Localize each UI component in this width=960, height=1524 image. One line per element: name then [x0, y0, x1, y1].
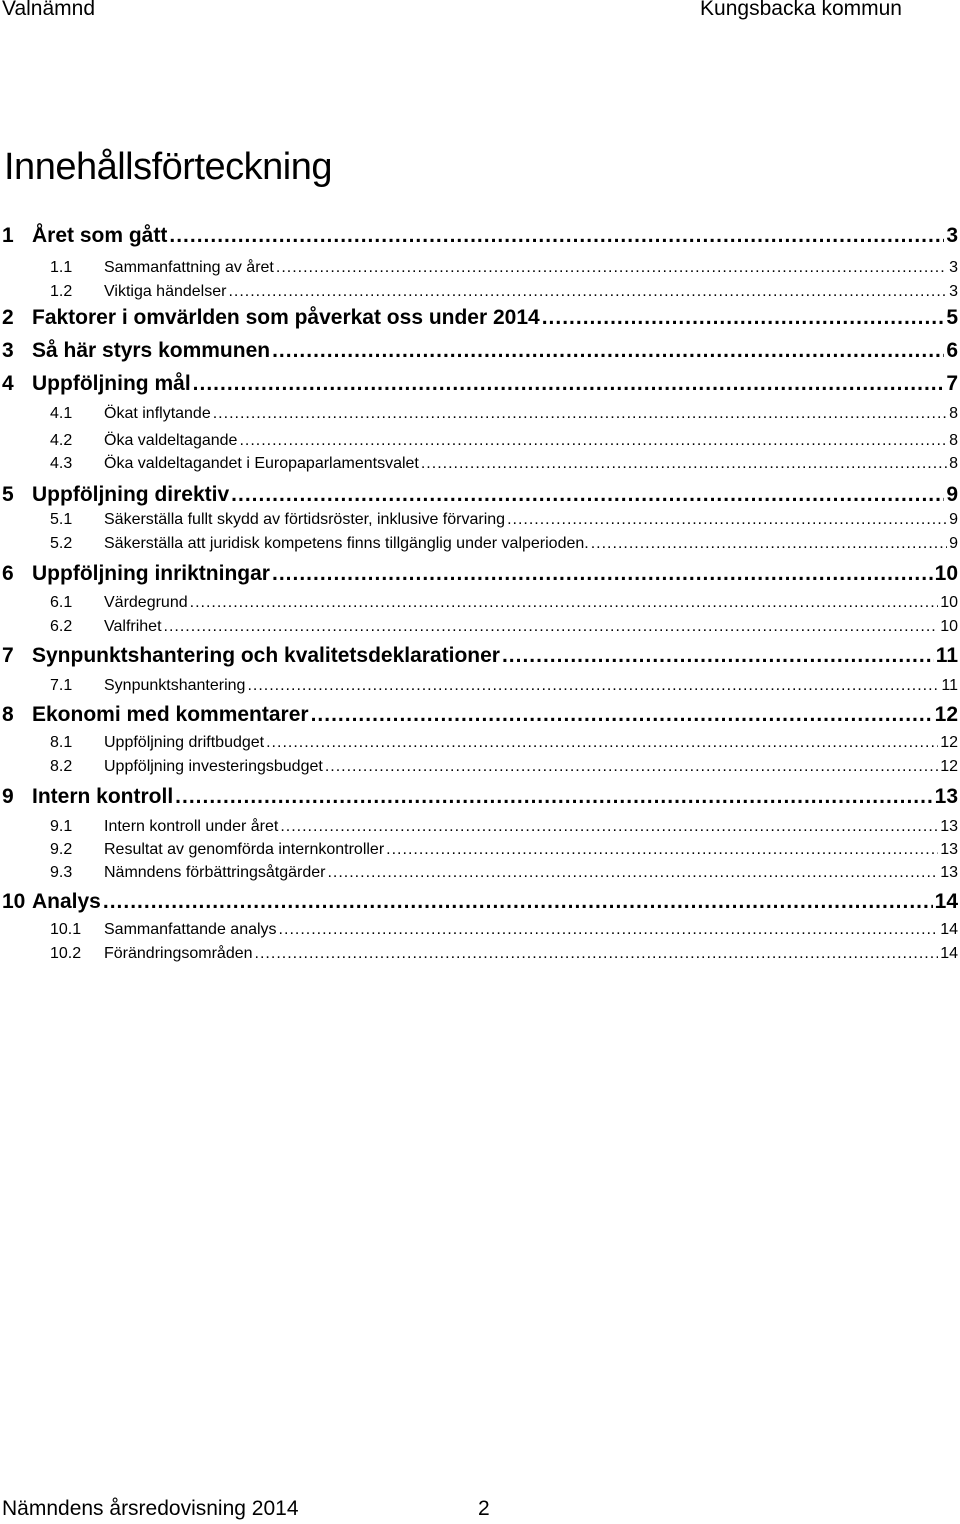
toc-entry-number: 9 — [2, 785, 14, 808]
toc-entry-number: 9.2 — [50, 841, 73, 858]
toc-dot-leader — [272, 562, 933, 586]
toc-entry[interactable] — [0, 259, 958, 283]
toc-dot-leader — [103, 890, 933, 914]
toc-entry-page-number: 14 — [940, 945, 958, 962]
toc-dot-leader — [421, 455, 947, 473]
toc-dot-leader — [247, 677, 939, 695]
toc-entry-page-number: 5 — [946, 306, 958, 329]
toc-entry-number: 8.1 — [50, 734, 73, 751]
toc-entry-page-number: 3 — [949, 259, 958, 276]
toc-entry[interactable] — [0, 758, 958, 782]
toc-entry-number: 1.1 — [50, 259, 73, 276]
toc-dot-leader — [327, 864, 938, 882]
toc-entry[interactable] — [0, 890, 958, 914]
toc-entry-title: Värdegrund — [104, 594, 188, 611]
toc-entry[interactable] — [0, 535, 958, 559]
toc-entry-page-number: 12 — [940, 758, 958, 775]
toc-entry-title: Sammanfattning av året — [104, 259, 274, 276]
toc-entry-title: Viktiga händelser — [104, 283, 227, 300]
toc-dot-leader — [386, 841, 938, 859]
toc-dot-leader — [276, 259, 947, 277]
toc-entry-page-number: 11 — [941, 677, 958, 694]
toc-entry[interactable] — [0, 921, 958, 945]
toc-entry-page-number: 13 — [940, 818, 958, 835]
toc-dot-leader — [231, 483, 944, 507]
toc-entry-page-number: 3 — [949, 283, 958, 300]
toc-dot-leader — [255, 945, 939, 963]
toc-entry-number: 9.3 — [50, 864, 73, 881]
toc-dot-leader — [193, 372, 945, 396]
toc-entry-number: 4.3 — [50, 455, 73, 472]
toc-entry-title: Intern kontroll under året — [104, 818, 279, 835]
toc-entry-number: 10.1 — [50, 921, 82, 938]
toc-dot-leader — [502, 644, 934, 668]
toc-entry-title: Så här styrs kommunen — [32, 339, 271, 362]
toc-entry-title: Året som gått — [32, 224, 168, 247]
toc-entry-number: 9.1 — [50, 818, 73, 835]
toc-entry[interactable] — [0, 594, 958, 618]
toc-dot-leader — [169, 224, 944, 248]
toc-entry-number: 10 — [2, 890, 26, 913]
toc-dot-leader — [190, 594, 939, 612]
toc-entry-title: Ekonomi med kommentarer — [32, 703, 309, 726]
toc-entry-page-number: 11 — [935, 644, 958, 667]
toc-entry[interactable] — [0, 734, 958, 758]
toc-entry-number: 1.2 — [50, 283, 73, 300]
toc-entry[interactable] — [0, 864, 958, 888]
toc-entry-number: 8.2 — [50, 758, 73, 775]
toc-entry-title: Nämndens förbättringsåtgärder — [104, 864, 326, 881]
toc-entry-number: 6 — [2, 562, 14, 585]
toc-entry[interactable] — [0, 483, 958, 507]
toc-entry-page-number: 8 — [949, 405, 958, 422]
toc-dot-leader — [228, 283, 947, 301]
toc-entry-number: 10.2 — [50, 945, 82, 962]
toc-entry-number: 1 — [2, 224, 14, 247]
toc-entry-title: Valfrihet — [104, 618, 162, 635]
toc-entry-title: Uppföljning investeringsbudget — [104, 758, 323, 775]
toc-entry[interactable] — [0, 339, 958, 363]
toc-entry-page-number: 14 — [934, 890, 958, 913]
toc-entry-page-number: 6 — [946, 339, 958, 362]
toc-entry[interactable] — [0, 703, 958, 727]
toc-entry-page-number: 3 — [946, 224, 958, 247]
toc-dot-leader — [213, 405, 947, 423]
toc-entry-title: Resultat av genomförda internkontroller — [104, 841, 385, 858]
toc-entry-number: 3 — [2, 339, 14, 362]
toc-entry-title: Sammanfattande analys — [104, 921, 277, 938]
toc-entry-number: 7.1 — [50, 677, 73, 694]
footer-title: Nämndens årsredovisning 2014 — [2, 1497, 299, 1520]
toc-entry-title: Synpunktshantering och kvalitetsdeklarationer — [32, 644, 500, 667]
toc-entry-title: Uppföljning driftbudget — [104, 734, 265, 751]
toc-entry-title: Säkerställa fullt skydd av förtidsröster, inklusive förvaring — [104, 511, 506, 528]
toc-dot-leader — [591, 535, 947, 553]
toc-entry-page-number: 13 — [934, 785, 958, 808]
toc-entry-title: Förändringsområden — [104, 945, 253, 962]
toc-entry[interactable] — [0, 405, 958, 429]
toc-dot-leader — [280, 818, 938, 836]
toc-dot-leader — [164, 618, 939, 636]
toc-entry-page-number: 12 — [940, 734, 958, 751]
toc-dot-leader — [542, 306, 945, 330]
toc-entry[interactable] — [0, 432, 958, 456]
toc-dot-leader — [507, 511, 947, 529]
toc-entry-title: Uppföljning mål — [32, 372, 191, 395]
toc-entry-title: Analys — [32, 890, 101, 913]
toc-dot-leader — [266, 734, 938, 752]
toc-title: Innehållsförteckning — [4, 146, 332, 188]
page-header-left: Valnämnd — [2, 0, 96, 20]
toc-entry-number: 4.2 — [50, 432, 73, 449]
toc-dot-leader — [239, 432, 947, 450]
toc-entry[interactable] — [0, 224, 958, 248]
toc-dot-leader — [279, 921, 939, 939]
toc-entry[interactable] — [0, 945, 958, 969]
toc-entry-page-number: 10 — [940, 594, 958, 611]
toc-entry[interactable] — [0, 841, 958, 865]
toc-entry-page-number: 9 — [949, 511, 958, 528]
toc-dot-leader — [311, 703, 933, 727]
toc-entry-page-number: 13 — [940, 841, 958, 858]
page-header-right: Kungsbacka kommun — [700, 0, 902, 20]
toc-entry-page-number: 14 — [940, 921, 958, 938]
toc-entry-title: Faktorer i omvärlden som påverkat oss under 2014 — [32, 306, 540, 329]
toc-entry-number: 5.1 — [50, 511, 73, 528]
toc-entry-title: Uppföljning direktiv — [32, 483, 230, 506]
footer-page-number: 2 — [478, 1497, 490, 1520]
toc-entry-page-number: 12 — [934, 703, 958, 726]
toc-entry-page-number: 8 — [949, 432, 958, 449]
toc-entry[interactable] — [0, 818, 958, 842]
toc-entry-number: 6.1 — [50, 594, 73, 611]
toc-entry-number: 5.2 — [50, 535, 73, 552]
toc-entry-page-number: 10 — [940, 618, 958, 635]
toc-entry-number: 4.1 — [50, 405, 73, 422]
toc-entry[interactable] — [0, 562, 958, 586]
toc-entry[interactable] — [0, 306, 958, 330]
toc-entry-title: Öka valdeltagande — [104, 432, 238, 449]
toc-entry[interactable] — [0, 785, 958, 809]
toc-entry-page-number: 7 — [946, 372, 958, 395]
toc-entry-number: 2 — [2, 306, 14, 329]
toc-entry-number: 8 — [2, 703, 14, 726]
toc-entry-title: Öka valdeltagandet i Europaparlamentsvalet — [104, 455, 419, 472]
toc-dot-leader — [272, 339, 944, 363]
toc-entry-page-number: 8 — [949, 455, 958, 472]
toc-entry-number: 6.2 — [50, 618, 73, 635]
toc-entry[interactable] — [0, 677, 958, 701]
toc-entry-title: Ökat inflytande — [104, 405, 211, 422]
toc-entry-number: 7 — [2, 644, 14, 667]
toc-entry-title: Intern kontroll — [32, 785, 174, 808]
toc-entry-page-number: 9 — [949, 535, 958, 552]
toc-entry-number: 5 — [2, 483, 14, 506]
toc-dot-leader — [325, 758, 938, 776]
toc-entry-number: 4 — [2, 372, 14, 395]
toc-entry-page-number: 10 — [934, 562, 958, 585]
toc-entry-title: Säkerställa att juridisk kompetens finns tillgänglig under valperioden. — [104, 535, 589, 552]
toc-entry-page-number: 9 — [946, 483, 958, 506]
toc-entry-page-number: 13 — [940, 864, 958, 881]
toc-entry[interactable] — [0, 511, 958, 535]
toc-entry[interactable] — [0, 283, 958, 307]
toc-entry[interactable] — [0, 372, 958, 396]
toc-entry[interactable] — [0, 644, 958, 668]
toc-entry[interactable] — [0, 455, 958, 479]
toc-dot-leader — [175, 785, 932, 809]
toc-entry-title: Uppföljning inriktningar — [32, 562, 270, 585]
toc-entry-title: Synpunktshantering — [104, 677, 246, 694]
toc-entry[interactable] — [0, 618, 958, 642]
